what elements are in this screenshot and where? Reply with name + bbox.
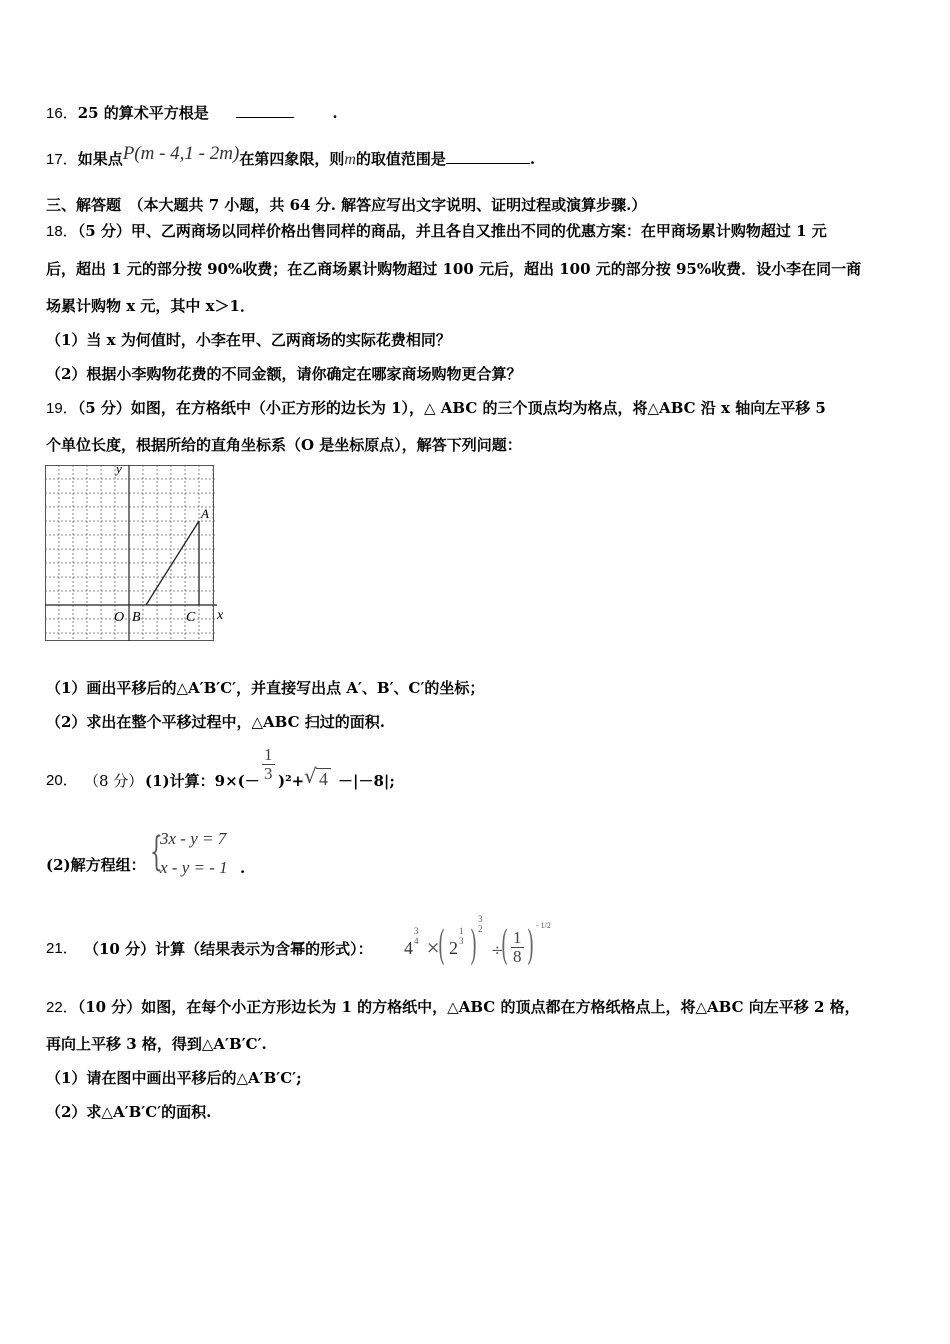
question-18-sub1: （1）当 x 为何值时，小李在甲、乙两商场的实际花费相同？: [46, 331, 451, 349]
outer-exponent-3-2: [478, 914, 483, 934]
equation-2: x - y = - 1: [160, 858, 228, 877]
brace-icon: {: [150, 829, 163, 875]
question-text-post: 的取值范围是: [355, 150, 446, 168]
question-18-line2: 后，超出 1 元的部分按 90%收费；在乙商场累计购物超过 100 元后，超出 100 元的部分按 95%收费．设小李在同一商: [46, 260, 862, 278]
origin-label: O: [114, 610, 125, 625]
question-22-sub1: （1）请在图中画出平移后的△A′B′C′;: [46, 1069, 302, 1087]
question-text-mid: 在第四象限，则: [239, 150, 345, 168]
question-text: （5 分）如图，在方格纸中（小正方形的边长为 1），△ ABC 的三个顶点均为格点，将△ABC 沿 x 轴向左平移 5: [77, 399, 826, 417]
exp-numerator: 3: [414, 926, 419, 936]
question-text: 如果点: [77, 150, 123, 168]
exponent-neg-1-2: - 1/2: [536, 921, 551, 930]
answer-blank[interactable]: [236, 103, 294, 118]
question-22-sub2: （2）求△A′B′C′的面积.: [46, 1103, 212, 1121]
exp-denominator: 4: [414, 936, 419, 946]
question-number: 17．: [46, 151, 78, 168]
question-text: （10 分）计算（结果表示为含幂的形式）：: [84, 940, 373, 958]
question-16: [46, 103, 338, 124]
variable-m: m: [344, 151, 356, 168]
equation-1: 3x - y = 7: [160, 829, 227, 848]
numerator: 1: [264, 745, 273, 764]
question-number: 18．: [46, 223, 78, 240]
fraction: [262, 746, 275, 783]
sqrt-value: 4: [316, 768, 331, 789]
right-paren-icon: ): [527, 923, 535, 969]
exp-numerator: 1: [459, 926, 464, 936]
point-b-label: B: [132, 610, 141, 625]
x-label: x: [217, 608, 224, 623]
question-number: 22．: [46, 999, 78, 1016]
part1-label: (1)计算：9×(－: [145, 772, 260, 790]
period: .: [529, 150, 536, 168]
question-18-line1: [46, 221, 827, 242]
question-number: 20．: [46, 772, 78, 789]
answer-blank[interactable]: [446, 149, 530, 164]
point-a-label: A: [201, 506, 209, 521]
square-plus: )²+: [278, 772, 305, 790]
question-19-line1: [46, 398, 826, 419]
exp-denominator: 2: [478, 924, 483, 934]
sqrt-icon: √: [304, 764, 317, 788]
point-expression: P(m - 4,1 - 2m): [122, 143, 240, 164]
question-text: （5 分）甲、乙两商场以同样价格出售同样的商品，并且各自又推出不同的优惠方案：在甲商场累计购物超过 1 元: [77, 222, 827, 240]
question-17: [46, 143, 536, 173]
question-number: 21．: [46, 940, 78, 957]
fraction-1-8: [511, 929, 524, 966]
question-19-sub1: （1）画出平移后的△A′B′C′，并直接写出点 A′、B′、C′的坐标；: [46, 679, 485, 697]
divide-sign: ÷: [491, 941, 504, 959]
times-sign: ×: [426, 938, 441, 958]
section-heading: 三、解答题 （本大题共 7 小题，共 64 分. 解答应写出文字说明、证明过程或演算步骤.）: [46, 196, 647, 214]
score: （8 分）: [84, 772, 144, 790]
left-paren-icon: (: [438, 923, 446, 969]
denominator: 8: [513, 947, 522, 966]
question-19-line2: 个单位长度，根据所给的直角坐标系（O 是坐标原点），解答下列问题：: [46, 436, 522, 454]
exponent-3-4: [414, 926, 419, 946]
base-2: 2: [449, 938, 458, 958]
part2-label: (2)解方程组：: [46, 856, 146, 874]
right-paren-icon: ): [470, 923, 478, 969]
grid-figure: [45, 465, 227, 643]
y-label: y: [116, 465, 122, 476]
question-number: 16．: [46, 105, 78, 122]
exp-denominator: 3: [459, 936, 464, 946]
period: .: [332, 104, 338, 122]
question-18-sub2: （2）根据小李购物花费的不同金额，请你确定在哪家商场购物更合算？: [46, 365, 522, 383]
question-number: 19．: [46, 400, 78, 417]
question-18-line3: 场累计购物 x 元，其中 x＞1．: [46, 297, 255, 315]
question-text: 25 的算术平方根是: [77, 104, 209, 122]
left-paren-icon: (: [501, 923, 509, 969]
question-19-sub2: （2）求出在整个平移过程中，△ABC 扫过的面积.: [46, 713, 385, 731]
part1-end: －|－8|;: [338, 772, 395, 790]
question-22-line1: [46, 997, 860, 1018]
question-text: （10 分）如图，在每个小正方形边长为 1 的方格纸中，△ABC 的顶点都在方格纸格点上，将△ABC 向左平移 2 格，: [77, 998, 860, 1016]
period: .: [240, 859, 246, 877]
exp-numerator: 3: [478, 914, 483, 924]
numerator: 1: [513, 928, 522, 947]
point-c-label: C: [186, 610, 196, 625]
question-22-line2: 再向上平移 3 格，得到△A′B′C′.: [46, 1035, 267, 1053]
denominator: 3: [264, 764, 273, 783]
base-4: 4: [404, 938, 413, 958]
exponent-1-3: [459, 926, 464, 946]
